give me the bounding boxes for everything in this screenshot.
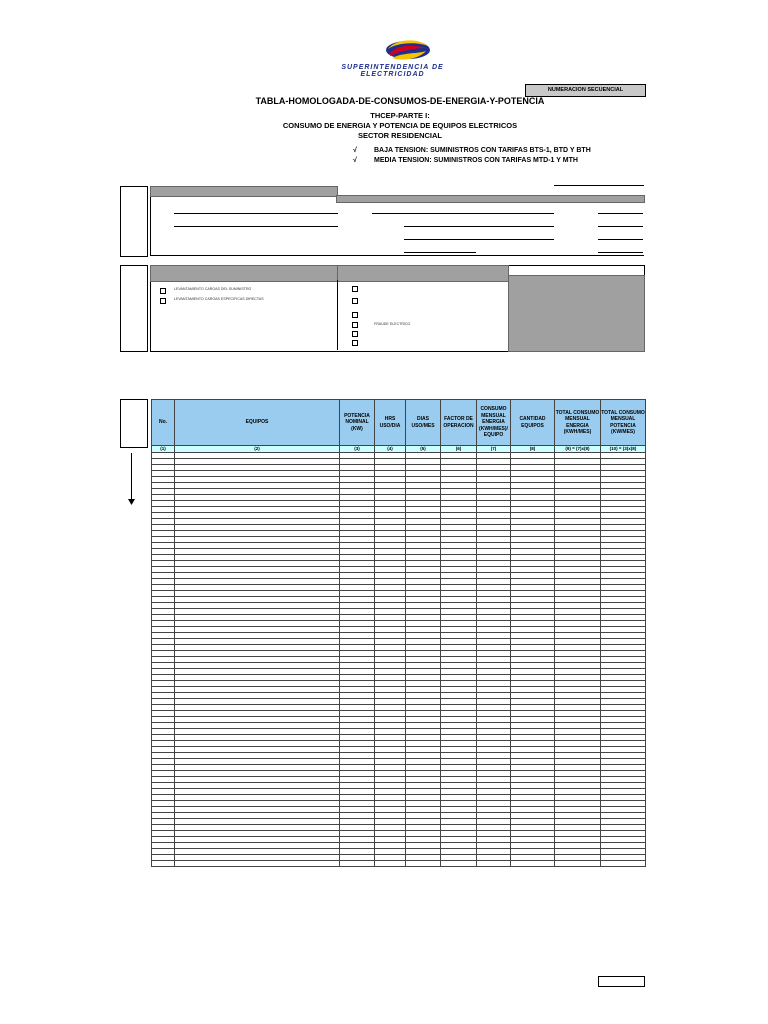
field-line[interactable]: [598, 226, 643, 227]
form-subtitle-part: THCEP-PARTE I:: [370, 111, 430, 120]
field-line[interactable]: [404, 239, 554, 240]
col-header-total-potencia: TOTAL CONSUMO MENSUAL POTENCIA (KW/MES): [601, 400, 646, 446]
arrow-down-icon: [128, 499, 135, 506]
section-2-header-left: [150, 265, 338, 282]
col-header-factor: FACTOR DE OPERACION: [441, 400, 477, 446]
col-number: (6): [441, 446, 477, 453]
col-number: (8): [511, 446, 555, 453]
section-2-header-middle: [337, 265, 509, 282]
option-fraude-electrico: FRAUDE ELECTRICO: [374, 322, 411, 326]
form-subtitle-sector: SECTOR RESIDENCIAL: [357, 131, 443, 140]
section-1-header-bar-right: [336, 195, 645, 203]
col-header-consumo: CONSUMO MENSUAL ENERGIA (KWH/MES)/ EQUIPO: [477, 400, 511, 446]
down-arrow-line: [131, 453, 132, 503]
col-header-cantidad: CANTIDAD EQUIPOS: [511, 400, 555, 446]
page-number-box: [598, 976, 645, 987]
field-line[interactable]: [174, 226, 338, 227]
col-number: (9) = (7)x(8): [555, 446, 601, 453]
field-line[interactable]: [598, 213, 643, 214]
check-mark-icon: √: [353, 157, 357, 164]
field-line[interactable]: [404, 226, 554, 227]
section-2-divider: [337, 280, 338, 350]
table-cell[interactable]: [511, 861, 555, 867]
table-row: [152, 861, 646, 867]
field-line[interactable]: [174, 213, 338, 214]
col-header-no: No.: [152, 400, 175, 446]
col-number: (1): [152, 446, 175, 453]
table-cell[interactable]: [152, 861, 175, 867]
table-cell[interactable]: [477, 861, 511, 867]
form-subtitle-description: CONSUMO DE ENERGIA Y POTENCIA DE EQUIPOS ELECTRICOS: [282, 121, 518, 130]
col-header-potencia: POTENCIA NOMINAL (KW): [340, 400, 375, 446]
checkbox[interactable]: [352, 340, 358, 346]
section-2-shaded-panel: [508, 275, 645, 352]
table-cell[interactable]: [441, 861, 477, 867]
field-line[interactable]: [404, 252, 476, 253]
col-number: (4): [375, 446, 406, 453]
col-number: (2): [175, 446, 340, 453]
section-1-side-box: [120, 186, 148, 257]
checkbox[interactable]: [352, 286, 358, 292]
col-header-equipos: EQUIPOS: [175, 400, 340, 446]
col-number: (10) = (3)x(8): [601, 446, 646, 453]
option-levantamiento-suministro: LEVANTAMIENTO CARGAS DEL SUMINISTRO: [174, 287, 252, 291]
col-header-dias: DIAS USO/MES: [406, 400, 441, 446]
table-header-row: [152, 400, 646, 446]
table-cell[interactable]: [175, 861, 340, 867]
col-header-hrs: HRS USO/DIA: [375, 400, 406, 446]
sequential-number-label: NUMERACION SECUENCIAL: [525, 84, 646, 97]
checkbox[interactable]: [160, 298, 166, 304]
check-mark-icon: √: [353, 147, 357, 154]
signature-line: [554, 185, 644, 186]
col-number: (3): [340, 446, 375, 453]
col-header-total-energia: TOTAL CONSUMO MENSUAL ENERGIA (KWH/MES): [555, 400, 601, 446]
section-2-side-box: [120, 265, 148, 352]
table-cell[interactable]: [340, 861, 375, 867]
table-cell[interactable]: [406, 861, 441, 867]
field-line[interactable]: [598, 239, 643, 240]
checkbox[interactable]: [352, 331, 358, 337]
table-cell[interactable]: [555, 861, 601, 867]
table-cell[interactable]: [375, 861, 406, 867]
checkbox[interactable]: [160, 288, 166, 294]
field-line[interactable]: [372, 213, 554, 214]
equipment-table: [151, 399, 646, 867]
checkbox[interactable]: [352, 298, 358, 304]
field-line[interactable]: [598, 252, 643, 253]
checkbox[interactable]: [352, 312, 358, 318]
col-number: (7): [477, 446, 511, 453]
col-number: (5): [406, 446, 441, 453]
option-levantamiento-especificas: LEVANTAMIENTO CARGAS ESPECIFICAS DIRECTAS: [174, 297, 264, 301]
option-media-tension: MEDIA TENSION: SUMINISTROS CON TARIFAS MTD-1 Y MTH: [374, 157, 578, 164]
form-title: TABLA-HOMOLOGADA-DE-CONSUMOS-DE-ENERGIA-Y-POTENCIA: [255, 96, 545, 106]
table-number-row: [152, 446, 646, 453]
organization-name: SUPERINTENDENCIA DE ELECTRICIDAD: [341, 64, 444, 78]
checkbox[interactable]: [352, 322, 358, 328]
table-cell[interactable]: [601, 861, 646, 867]
section-1-header-bar: [150, 186, 338, 197]
section-3-side-box: [120, 399, 148, 448]
option-baja-tension: BAJA TENSION: SUMINISTROS CON TARIFAS BTS-1, BTD Y BTH: [374, 147, 591, 154]
